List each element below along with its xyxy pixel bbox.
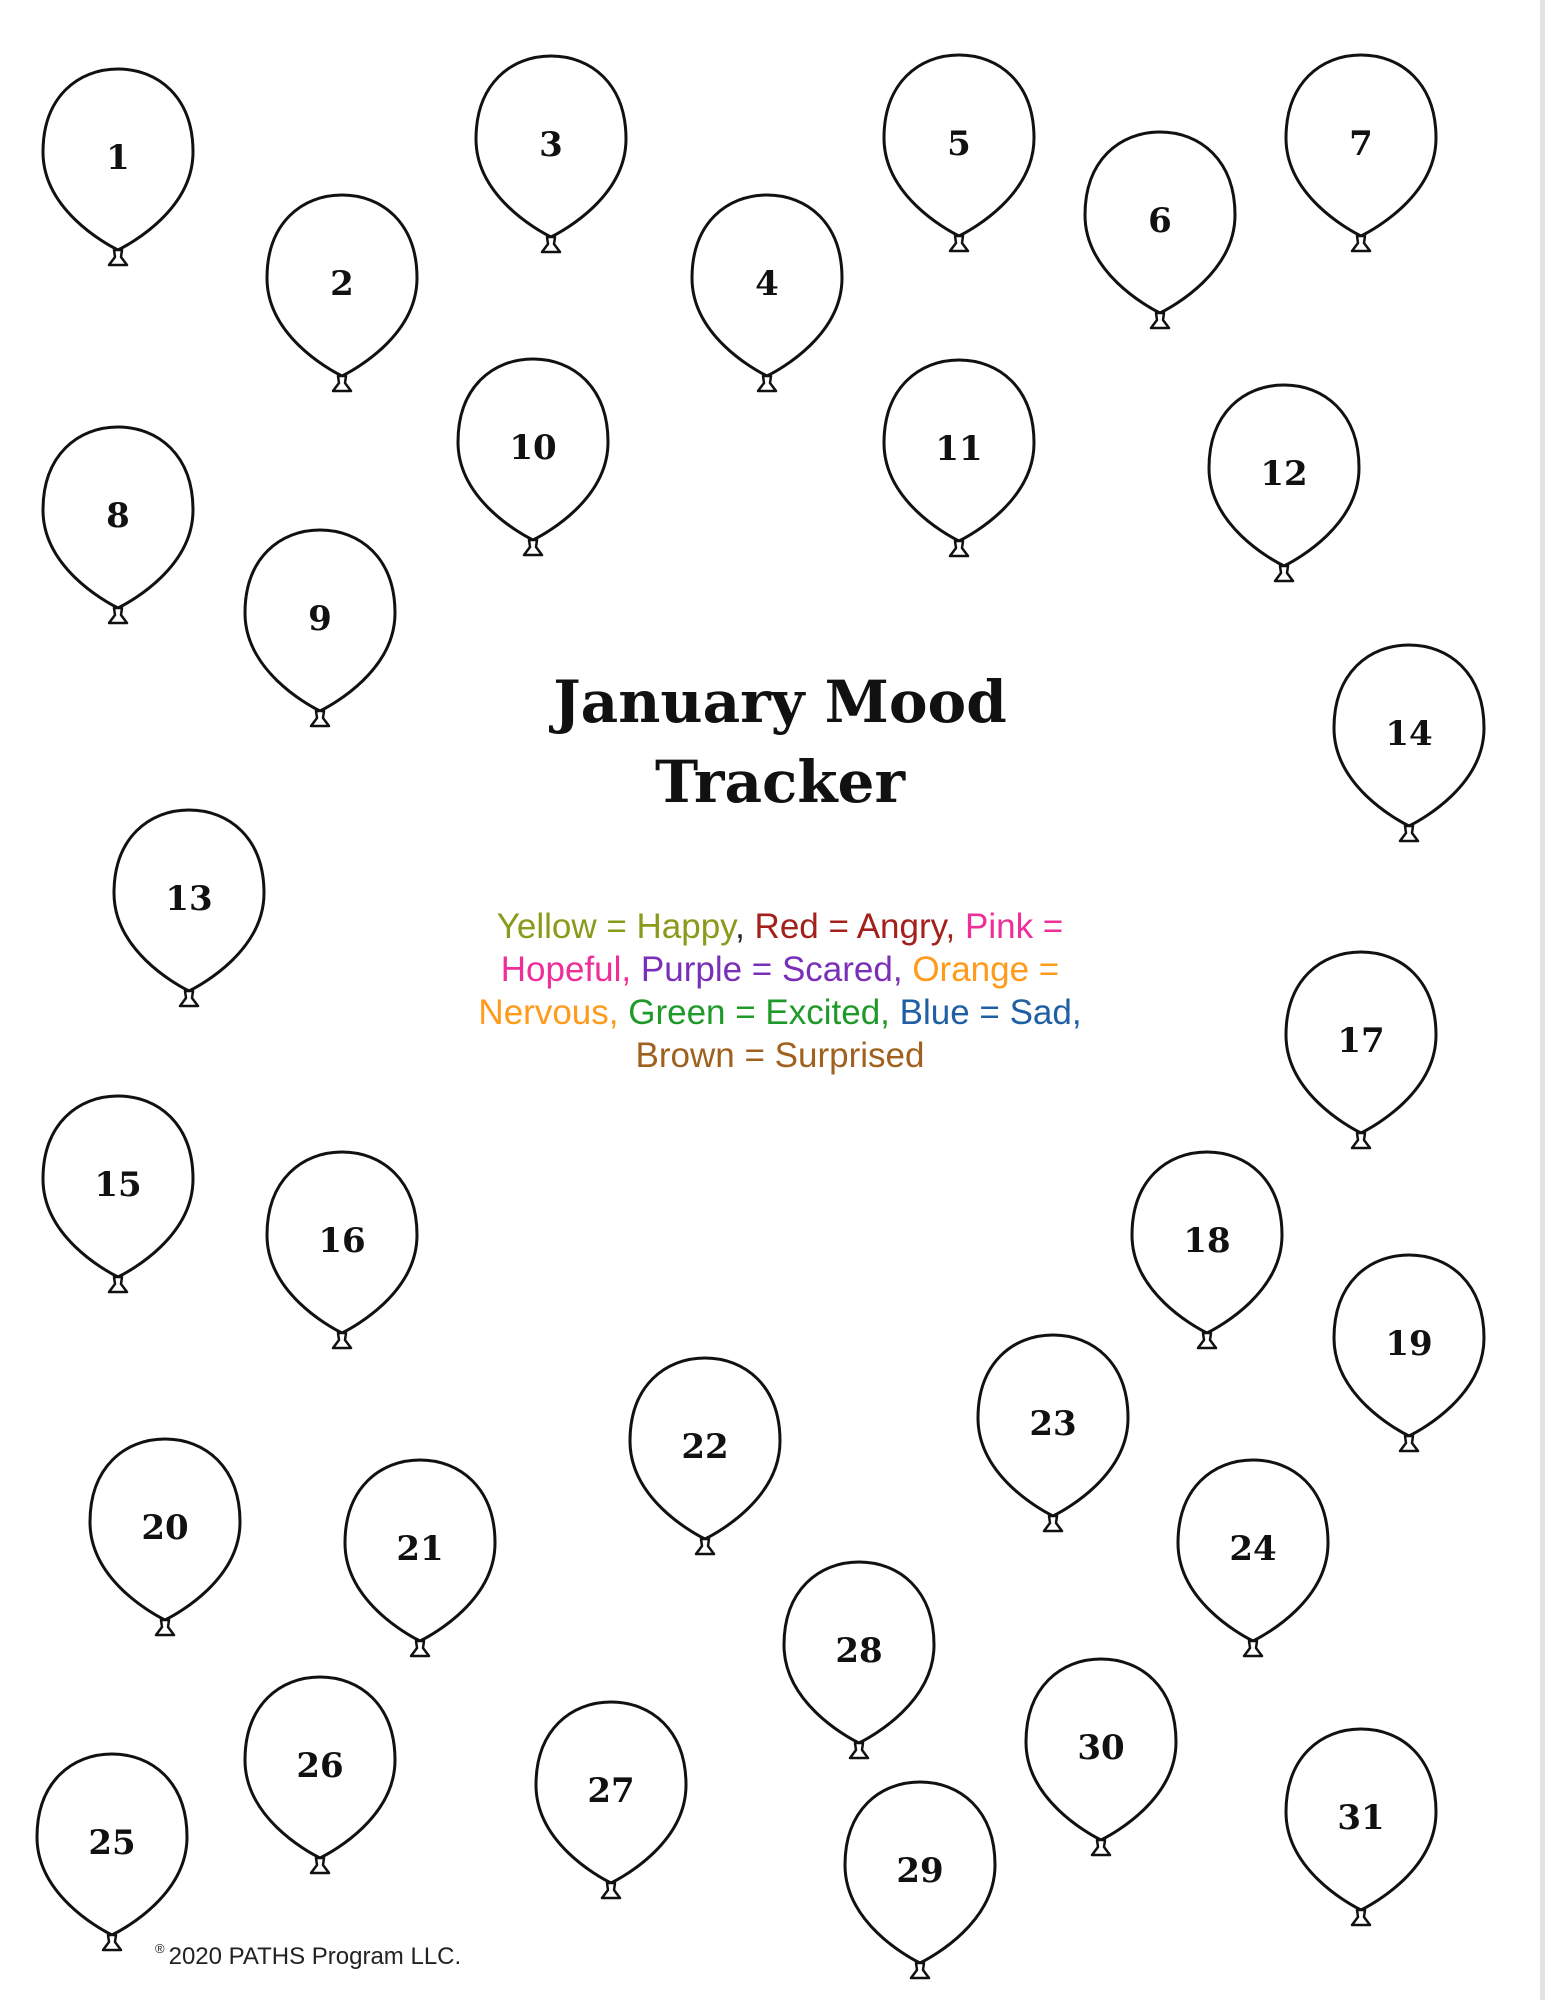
legend-segment: Blue = Sad <box>899 993 1072 1032</box>
balloon-day-number: 5 <box>947 124 971 164</box>
balloon-knot-icon <box>602 1883 620 1898</box>
balloon-knot-icon <box>333 1333 351 1348</box>
legend-segment: Red = Angry <box>754 907 946 946</box>
balloon-day-number: 4 <box>755 264 779 304</box>
balloon-26 <box>245 1677 395 1873</box>
balloon-knot-icon <box>1352 1133 1370 1148</box>
balloon-day-number: 15 <box>94 1165 142 1205</box>
balloon-day-number: 23 <box>1029 1404 1077 1444</box>
balloon-day-number: 14 <box>1385 714 1433 754</box>
balloon-knot-icon <box>411 1641 429 1656</box>
legend-segment: Orange = Nervous, <box>478 950 1060 1032</box>
balloon-24 <box>1178 1460 1328 1656</box>
balloon-day-number: 31 <box>1337 1798 1385 1838</box>
balloon-knot-icon <box>542 237 560 252</box>
balloon-knot-icon <box>1352 1910 1370 1925</box>
balloon-4 <box>692 195 842 391</box>
balloon-knot-icon <box>311 711 329 726</box>
legend-segment <box>631 950 641 989</box>
balloon-day-number: 27 <box>587 1771 635 1811</box>
balloon-19 <box>1334 1255 1484 1451</box>
balloon-day-number: 19 <box>1385 1324 1433 1364</box>
balloon-7 <box>1286 55 1436 251</box>
balloon-10 <box>458 359 608 555</box>
balloon-day-number: 11 <box>935 429 983 469</box>
balloon-28 <box>784 1562 934 1758</box>
balloon-knot-icon <box>1151 313 1169 328</box>
balloon-29 <box>845 1782 995 1978</box>
balloon-day-number: 1 <box>106 138 130 178</box>
legend-segment: Pink = Hopeful, <box>500 907 1064 989</box>
balloon-day-number: 9 <box>308 599 332 639</box>
balloon-day-number: 28 <box>835 1631 883 1671</box>
legend-segment <box>618 993 628 1032</box>
balloon-knot-icon <box>109 608 127 623</box>
balloon-day-number: 10 <box>509 428 557 468</box>
balloon-27 <box>536 1702 686 1898</box>
page-edge <box>1540 0 1545 2000</box>
balloon-day-number: 22 <box>681 1427 729 1467</box>
balloon-day-number: 25 <box>88 1823 136 1863</box>
balloon-knot-icon <box>333 376 351 391</box>
balloon-day-number: 6 <box>1148 201 1172 241</box>
balloon-day-number: 8 <box>106 496 130 536</box>
balloon-6 <box>1085 132 1235 328</box>
legend-segment: , <box>880 993 900 1032</box>
balloon-16 <box>267 1152 417 1348</box>
balloon-knot-icon <box>1092 1840 1110 1855</box>
legend-segment: Green = Excited <box>628 993 881 1032</box>
balloon-knot-icon <box>524 540 542 555</box>
balloon-knot-icon <box>1244 1641 1262 1656</box>
balloon-day-number: 26 <box>296 1746 344 1786</box>
balloon-12 <box>1209 385 1359 581</box>
registered-symbol: ® <box>155 1941 165 1956</box>
balloon-20 <box>90 1439 240 1635</box>
legend-segment: , <box>892 950 913 989</box>
balloon-18 <box>1132 1152 1282 1348</box>
balloon-day-number: 2 <box>330 264 354 304</box>
balloon-day-number: 20 <box>141 1508 189 1548</box>
balloon-day-number: 7 <box>1349 124 1373 164</box>
balloon-25 <box>37 1754 187 1950</box>
balloon-30 <box>1026 1659 1176 1855</box>
balloon-day-number: 29 <box>896 1851 944 1891</box>
legend-segment: Brown = Surprised <box>635 1036 925 1075</box>
balloon-knot-icon <box>950 236 968 251</box>
page-title <box>480 662 1080 822</box>
balloon-9 <box>245 530 395 726</box>
balloon-knot-icon <box>1352 236 1370 251</box>
balloon-knot-icon <box>1044 1516 1062 1531</box>
balloon-22 <box>630 1358 780 1554</box>
title-line-1: January Mood <box>553 668 1007 736</box>
balloon-5 <box>884 55 1034 251</box>
balloon-knot-icon <box>850 1743 868 1758</box>
legend-segment: , <box>1071 993 1082 1032</box>
balloon-2 <box>267 195 417 391</box>
balloon-day-number: 21 <box>396 1529 444 1569</box>
balloon-knot-icon <box>109 250 127 265</box>
balloon-knot-icon <box>1198 1333 1216 1348</box>
balloon-31 <box>1286 1729 1436 1925</box>
balloon-day-number: 3 <box>539 125 563 165</box>
balloon-day-number: 30 <box>1077 1728 1125 1768</box>
balloon-1 <box>43 69 193 265</box>
legend-segment: , <box>945 907 965 946</box>
balloon-knot-icon <box>758 376 776 391</box>
balloon-21 <box>345 1460 495 1656</box>
balloon-day-number: 18 <box>1183 1221 1231 1261</box>
balloon-13 <box>114 810 264 1006</box>
color-legend <box>455 905 1105 1077</box>
balloon-knot-icon <box>109 1277 127 1292</box>
balloon-23 <box>978 1335 1128 1531</box>
balloon-knot-icon <box>180 991 198 1006</box>
balloon-day-number: 13 <box>165 879 213 919</box>
balloon-15 <box>43 1096 193 1292</box>
copyright-text: 2020 PATHS Program LLC. <box>168 1943 462 1970</box>
balloon-day-number: 12 <box>1260 454 1308 494</box>
balloon-11 <box>884 360 1034 556</box>
balloon-17 <box>1286 952 1436 1148</box>
legend-segment: Yellow = Happy <box>496 907 736 946</box>
balloon-knot-icon <box>156 1620 174 1635</box>
legend-segment: , <box>735 907 755 946</box>
balloon-knot-icon <box>950 541 968 556</box>
balloon-knot-icon <box>1275 566 1293 581</box>
balloon-knot-icon <box>911 1963 929 1978</box>
balloon-day-number: 16 <box>318 1221 366 1261</box>
balloon-knot-icon <box>311 1858 329 1873</box>
balloon-8 <box>43 427 193 623</box>
copyright-notice <box>155 1943 461 1971</box>
legend-segment: Purple = Scared <box>640 950 893 989</box>
balloon-knot-icon <box>1400 1436 1418 1451</box>
balloon-knot-icon <box>103 1935 121 1950</box>
balloon-day-number: 24 <box>1229 1529 1277 1569</box>
balloon-14 <box>1334 645 1484 841</box>
balloon-knot-icon <box>1400 826 1418 841</box>
balloon-knot-icon <box>696 1539 714 1554</box>
balloon-day-number: 17 <box>1337 1021 1385 1061</box>
balloon-3 <box>476 56 626 252</box>
title-line-2: Tracker <box>654 748 906 816</box>
